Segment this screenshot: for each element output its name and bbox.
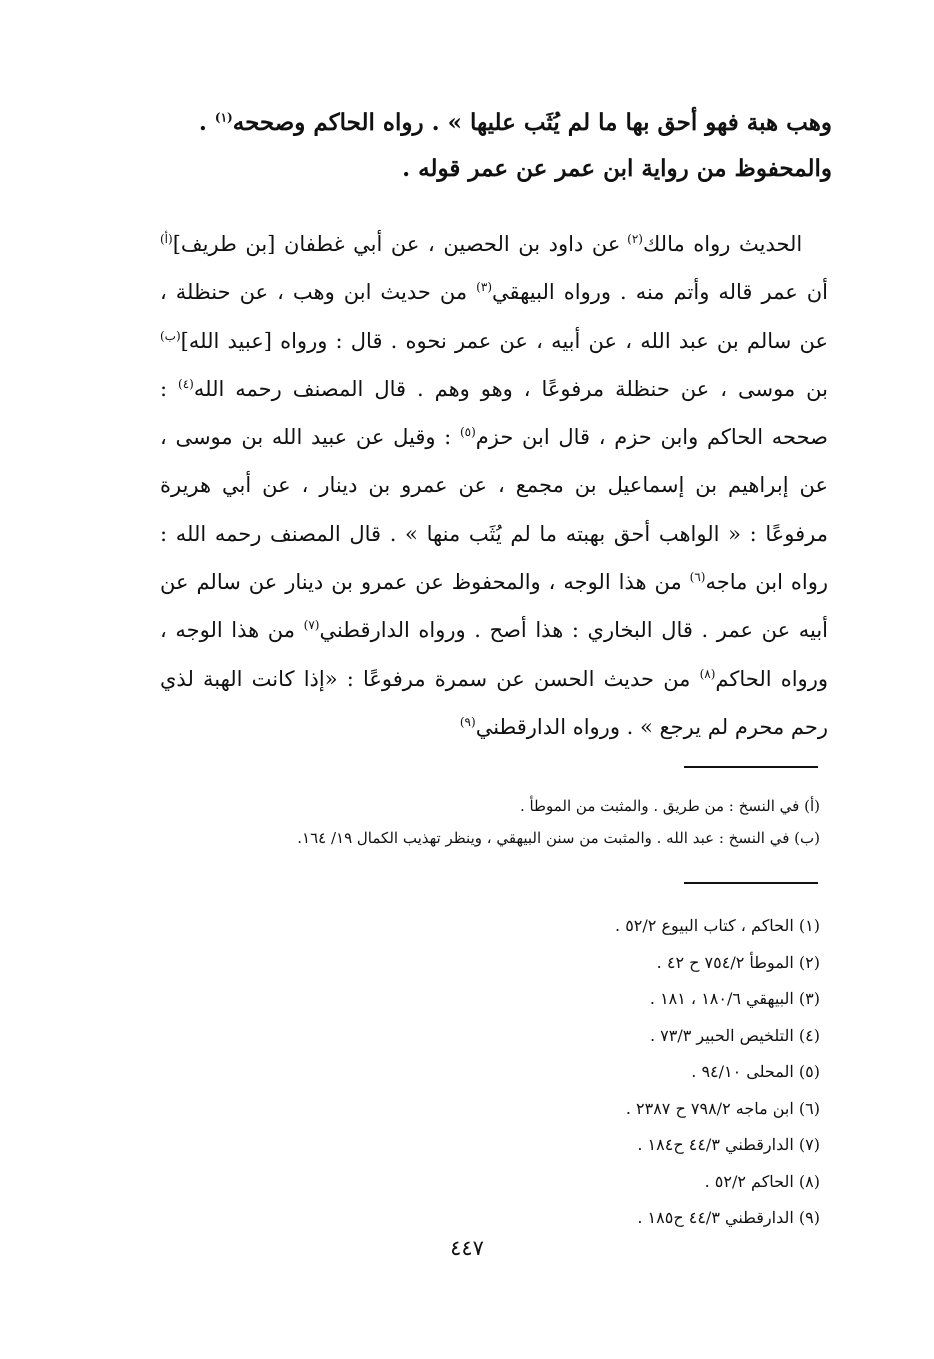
footnote-item: (١) الحاكم ، كتاب البيوع ٥٢/٢ . — [615, 916, 820, 935]
footnote-divider — [684, 882, 818, 884]
text-segment: عن داود بن الحصين ، عن أبي غطفان [بن طريف] — [172, 232, 628, 256]
text-segment: بن موسى ، عن حنظلة مرفوعًا ، وهو وهم . قال المصنف رحمه الله — [193, 376, 828, 401]
footnote-item: (٢) الموطأ ٧٥٤/٢ ح ٤٢ . — [656, 952, 820, 972]
footnote-marker: (أ) — [160, 232, 173, 246]
footnote-marker: (٦) — [689, 570, 706, 585]
letter-footnotes — [200, 790, 820, 854]
text-segment: من حديث ابن وهب ، عن حنظلة ، عن سالم بن عبد الله ، عن أبيه ، عن عمر نحوه . قال : ورواه [عبيد الله] — [160, 280, 828, 353]
footnote-marker: (١) — [214, 110, 233, 125]
footnote-item: (أ) في النسخ : من طريق . والمثبت من الموطأ . — [519, 797, 820, 815]
footnote-marker: (٢) — [627, 232, 643, 246]
footnote-item: (٥) المحلى ٩٤/١٠ . — [691, 1062, 820, 1081]
footnote-marker: (٧) — [303, 618, 320, 633]
footnote-item: (ب) في النسخ : عبد الله . والمثبت من سنن البيهقي ، وينظر تهذيب الكمال ١٩/ ١٦٤. — [297, 829, 820, 847]
footnote-marker: (٤) — [178, 376, 194, 391]
text-segment: : صححه الحاكم وابن حزم ، قال ابن حزم — [160, 376, 828, 450]
commentary-paragraph — [160, 220, 828, 751]
footnote-item: (٦) ابن ماجه ٧٩٨/٢ ح ٢٣٨٧ . — [625, 1098, 820, 1118]
footnote-marker: (٨) — [699, 666, 716, 681]
footnote-marker: (٩) — [459, 714, 476, 729]
footnote-item: (٣) البيهقي ١٨٠/٦ ، ١٨١ . — [649, 989, 820, 1008]
text-segment: : وقيل عن عبيد الله بن موسى ، عن إبراهيم بن إسماعيل بن مجمع ، عن عمرو بن دينار ، عن أبي هريرة مرفوعًا : « الواهب أحق بهبته ما لم يُثَب منها » . قال المصنف رحمه الله : رواه ابن ماجه — [160, 425, 828, 595]
page-number: ٤٤٧ — [450, 1236, 484, 1260]
footnote-divider — [684, 766, 818, 768]
hadith-text-segment: . — [198, 109, 215, 136]
commentary-text — [160, 220, 828, 751]
hadith-line — [160, 100, 832, 146]
footnote-item: (٧) الدارقطني ٤٤/٣ ح١٨٤ . — [637, 1135, 820, 1154]
footnote-marker: (ب) — [160, 328, 181, 343]
text-segment: الحديث رواه مالك — [642, 232, 803, 256]
footnote-item: (٩) الدارقطني ٤٤/٣ ح١٨٥ . — [637, 1208, 820, 1227]
text-segment: من هذا الوجه ، ورواه الحاكم — [160, 618, 828, 691]
footnote-item: (٤) التلخيص الحبير ٧٣/٣ . — [649, 1025, 820, 1045]
text-segment: من هذا الوجه ، والمحفوظ عن عمرو بن دينار عن سالم عن أبيه عن عمر . قال البخاري : هذا أصح . ورواه الدارقطني — [160, 570, 829, 643]
footnote-marker: (٣) — [476, 280, 492, 295]
hadith-text — [160, 100, 832, 192]
footnote-item: (٨) الحاكم ٥٢/٢ . — [704, 1171, 820, 1191]
text-segment: من حديث الحسن عن سمرة مرفوعًا : «إذا كانت الهبة لذي رحم محرم لم يرجع » . ورواه الدارقطني — [160, 666, 828, 739]
footnote-marker: (٥) — [459, 425, 476, 440]
hadith-line: والمحفوظ من رواية ابن عمر عن عمر قوله . — [402, 155, 832, 182]
text-segment: أن عمر قاله وأتم منه . ورواه البيهقي — [492, 280, 829, 305]
numbered-footnotes — [300, 908, 820, 1237]
hadith-text-segment: وهب هبة فهو أحق بها ما لم يُثَب عليها » . رواه الحاكم وصححه — [232, 109, 832, 136]
